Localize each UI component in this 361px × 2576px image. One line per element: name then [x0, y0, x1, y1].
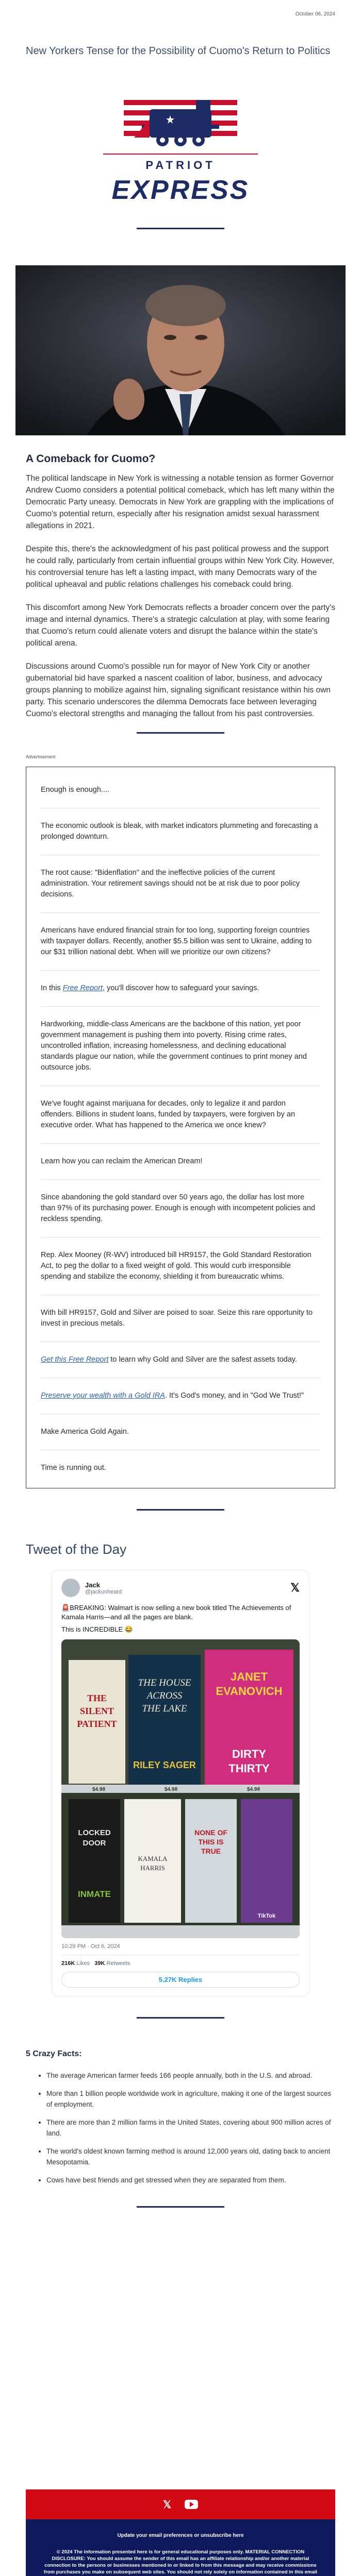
list-item: • Cows have best friends and get stressed when they are separated from them. [46, 2175, 335, 2185]
svg-text:THE: THE [87, 1693, 107, 1703]
ad-paragraph: Learn how you can reclaim the American Dream! [41, 1157, 203, 1165]
section-divider [137, 2206, 224, 2208]
svg-text:$4.98: $4.98 [165, 1787, 178, 1792]
ad-paragraph: Get this Free Report to learn why Gold and Silver are the safest assets today. [41, 1355, 298, 1364]
svg-text:THE HOUSE: THE HOUSE [138, 1677, 191, 1688]
ad-paragraph: The root cause: "Bidenflation" and the ineffective policies of the current administration. Your retirement savings should not be at risk due to poor policy decisions. [41, 869, 300, 899]
svg-text:PATRIOT: PATRIOT [145, 159, 216, 172]
bookshelf-photo [61, 1639, 300, 1938]
tweet-author-handle[interactable]: @jackunheard [85, 1588, 122, 1595]
svg-text:THE LAKE: THE LAKE [142, 1703, 187, 1714]
ad-paragraph: The economic outlook is bleak, with market indicators plummeting and forecasting a prolonged downturn. [41, 822, 318, 841]
svg-text:THIRTY: THIRTY [228, 1762, 270, 1775]
x-social-icon[interactable]: 𝕏 [162, 2499, 172, 2511]
footer-disclaimer: © 2024 The information presented here is for general educational purposes only. MATERIAL CONNECTION DISCLOSURE: You should assume the sender of this email has an affiliate relationship and/or another material connection to the persons or businesses mentioned in or linked to from this message and may receive commissions from purchases you make on subsequent web sites. You should not rely solely on information contained in this email [43, 2549, 318, 2575]
ad-paragraph: Hardworking, middle-class Americans are the backbone of this nation, yet poor government management is pushing them into poverty. Rising crime rates, uncontrolled inflation, increasing homelessness, and declining educational standards plague our nation, while the government continues to print money and outsource jobs. [41, 1020, 307, 1072]
list-item: • The average American farmer feeds 166 people annually, both in the U.S. and abroad. [46, 2070, 335, 2081]
article-paragraph: Despite this, there's the acknowledgment of his past political prowess and the support he could rally, particularly from certain influential groups within New York City. However, his controversial tenure has left a lasting impact, with many Democrats wary of the political upheaval and public relations challenges his comeback could bring. [26, 545, 335, 589]
svg-text:HARRIS: HARRIS [140, 1864, 165, 1872]
svg-text:TikTok: TikTok [257, 1913, 276, 1919]
svg-text:EVANOVICH: EVANOVICH [216, 1685, 283, 1698]
ad-paragraph: We've fought against marijuana for decades, only to legalize it and pardon offenders. Billions in student loans, funded by taxpayers, were forgiven by an executive order. What has happened to the America we once knew? [41, 1099, 296, 1129]
ad-paragraph: Preserve your wealth with a Gold IRA. It's God's money, and in "God We Trust!" [41, 1392, 304, 1400]
svg-text:ACROSS: ACROSS [146, 1690, 183, 1701]
svg-text:TRUE: TRUE [201, 1847, 221, 1855]
facts-list [26, 2070, 335, 2185]
ad-paragraph: Americans have endured financial strain for too long, supporting foreign countries with taxpayer dollars. Recently, another $5.5 billion was sent to Ukraine, adding to our $31 trillion national debt. When will we prioritize our own citizens? [41, 926, 312, 956]
svg-text:NONE OF: NONE OF [194, 1828, 227, 1837]
get-free-report-link[interactable]: Get this Free Report [41, 1355, 109, 1364]
svg-text:$4.98: $4.98 [247, 1787, 260, 1792]
ad-paragraph: Enough is enough.... [41, 786, 110, 794]
cuomo-portrait-illustration [15, 265, 346, 435]
embedded-tweet[interactable] [52, 1570, 309, 1996]
article-title: A Comeback for Cuomo? [26, 453, 156, 465]
free-report-link[interactable]: Free Report [62, 984, 103, 992]
youtube-icon[interactable] [185, 2500, 198, 2509]
svg-text:KAMALA: KAMALA [138, 1855, 168, 1862]
x-logo-icon[interactable]: 𝕏 [290, 1581, 300, 1594]
ad-paragraph: With bill HR9157, Gold and Silver are poised to soar. Seize this rare opportunity to invest in precious metals. [41, 1309, 313, 1328]
facts-title: 5 Crazy Facts: [26, 2049, 82, 2058]
svg-text:EXPRESS: EXPRESS [111, 175, 250, 205]
section-divider [137, 228, 224, 229]
advertisement-label: Advertisement [26, 754, 56, 759]
hero-image [15, 265, 346, 435]
footer [26, 2489, 335, 2576]
ad-paragraph: Make America Gold Again. [41, 1428, 129, 1436]
tweet-replies-button[interactable]: 5.27K Replies [61, 1972, 300, 1988]
ad-paragraph: Time is running out. [41, 1464, 106, 1472]
tweet-timestamp[interactable]: 10:29 PM · Oct 6, 2024 [61, 1943, 300, 1955]
ad-paragraph: Rep. Alex Mooney (R-WV) introduced bill HR9157, the Gold Standard Restoration Act, to peg the dollar to a fixed weight of gold. This would curb irresponsible spending and stabilize the economy, shielding it from bureaucratic whims. [41, 1251, 311, 1281]
article-paragraph: This discomfort among New York Democrats reflects a broader concern over the party's image and internal dynamics. There's a strategic calculation at play, with some fearing that Cuomo's return could alienate voters and disrupt the balance within the state's political arena. [26, 603, 335, 648]
section-divider [137, 1509, 224, 1511]
tweet-section-title: Tweet of the Day [26, 1541, 127, 1557]
list-item: • There are more than 2 million farms in the United States, covering about 900 million acres of land. [46, 2117, 335, 2139]
list-item: • The world's oldest known farming method is around 12,000 years old, dating back to ancient Mesopotamia. [46, 2146, 335, 2167]
update-preferences-link[interactable]: Update your email preferences or unsubscribe here [117, 2533, 244, 2538]
svg-text:DIRTY: DIRTY [232, 1748, 266, 1760]
ad-paragraph: Since abandoning the gold standard over 50 years ago, the dollar has lost more than 97% of its purchasing power. Enough is enough with incompetent policies and reckless spending. [41, 1193, 316, 1223]
svg-text:THIS IS: THIS IS [198, 1838, 224, 1846]
svg-text:DOOR: DOOR [83, 1839, 106, 1848]
tweet-text: 🚨BREAKING: Walmart is now selling a new book titled The Achievements of Kamala Harris—and all the pages are blank. This is INCREDIBLE 😂 [61, 1604, 291, 1633]
tweet-author-name[interactable]: Jack [85, 1581, 100, 1589]
svg-text:INMATE: INMATE [78, 1889, 111, 1899]
ad-paragraph: In this Free Report, you'll discover how to safeguard your savings. [41, 984, 259, 992]
section-divider [137, 732, 224, 734]
svg-text:$4.98: $4.98 [92, 1787, 106, 1792]
article-paragraph: Discussions around Cuomo's possible run for mayor of New York City or another gubernatorial bid have sparked a nascent coalition of labor, business, and advocacy groups planning to mobilize against him, signaling significant resistance within his own party. This scenario underscores the dilemma Democrats face between leveraging Cuomo's electoral strengths and managing the fallout from his past controversies. [26, 662, 331, 718]
email-date: October 06, 2024 [295, 11, 335, 17]
avatar[interactable] [61, 1579, 80, 1597]
social-bar [26, 2489, 335, 2519]
svg-text:PATIENT: PATIENT [77, 1719, 117, 1729]
tweet-photo[interactable] [61, 1639, 300, 1938]
tweet-stats: 216K Likes 39K Retweets [61, 1960, 130, 1967]
list-item: • More than 1 billion people worldwide work in agriculture, making it one of the largest sources of employment. [46, 2088, 335, 2110]
svg-text:JANET: JANET [230, 1670, 268, 1683]
advertisement-box [26, 767, 335, 1488]
gold-ira-link[interactable]: Preserve your wealth with a Gold IRA [41, 1392, 165, 1400]
svg-text:LOCKED: LOCKED [78, 1828, 111, 1837]
email-headline: New Yorkers Tense for the Possibility of Cuomo's Return to Politics [26, 45, 331, 57]
article-paragraph: The political landscape in New York is witnessing a notable tension as former Governor Andrew Cuomo considers a potential political comeback, which has left many within the Democratic Party uneasy. Democrats in New York are grappling with the implications of Cuomo's potential return, especially after his resignation amidst sexual harassment allegations in 2021. [26, 474, 335, 530]
section-divider [137, 2017, 224, 2019]
patriot-express-logo [93, 89, 268, 207]
svg-text:SILENT: SILENT [79, 1706, 114, 1716]
svg-text:RILEY SAGER: RILEY SAGER [133, 1760, 196, 1770]
